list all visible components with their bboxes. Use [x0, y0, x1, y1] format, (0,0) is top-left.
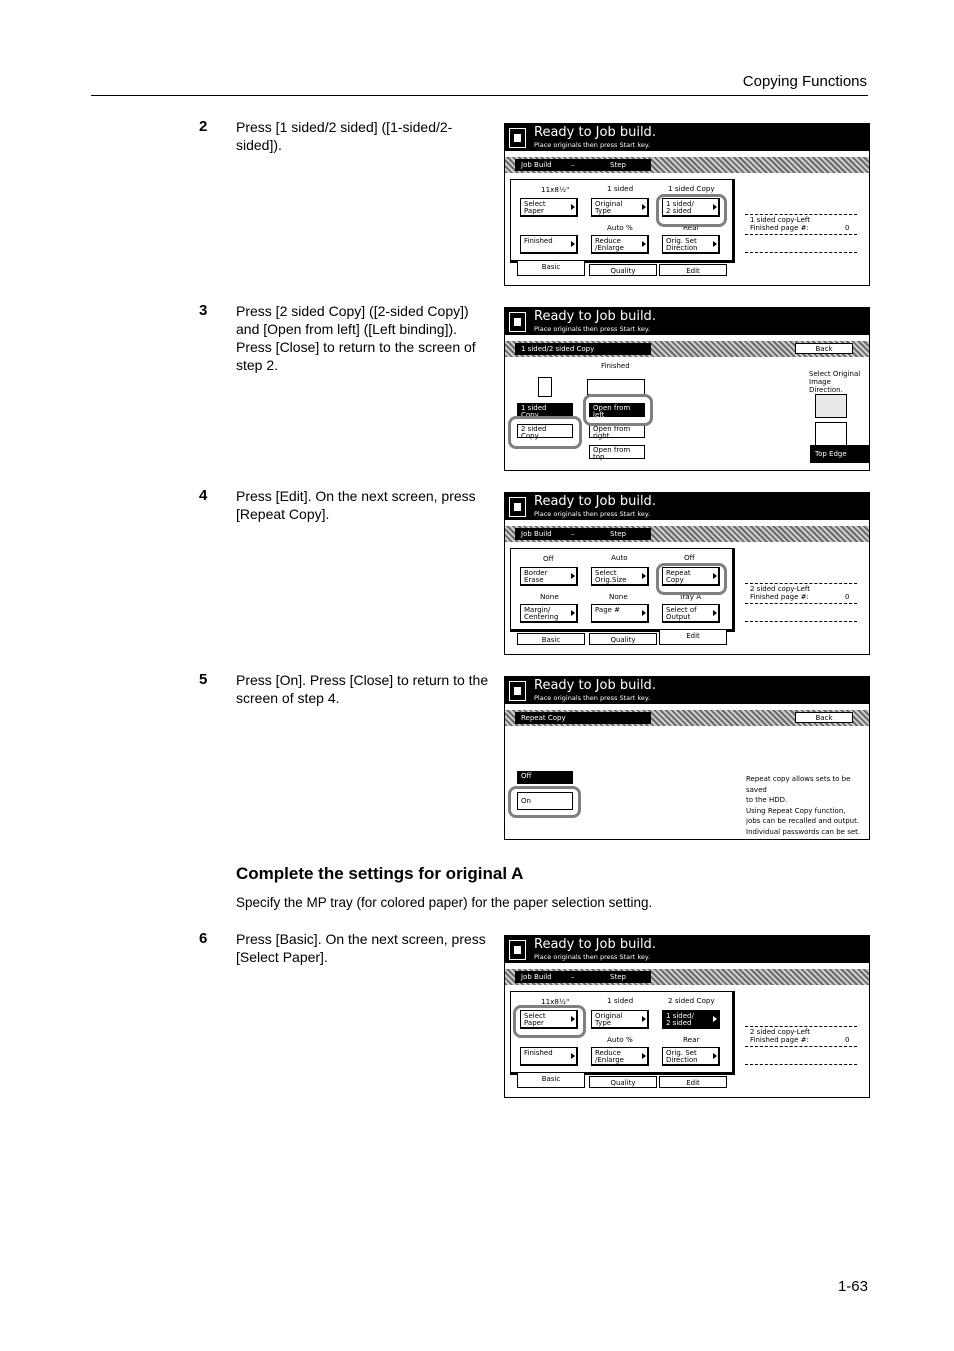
running-header: Copying Functions [742, 73, 867, 90]
original-type-button[interactable]: Original Type [591, 1010, 649, 1029]
direction-instruction: Select Original Image Direction. [809, 370, 861, 394]
divider [745, 1064, 857, 1065]
screen-subtitle: Place originals then press Start key. [534, 325, 650, 333]
tab-quality[interactable]: Quality [589, 1076, 657, 1088]
direction-value: Rear [683, 1035, 700, 1044]
page-count: 0 [845, 593, 850, 601]
original-value: 1 sided [607, 996, 634, 1005]
step-number: 6 [199, 930, 208, 947]
duplex-value: 1 sided Copy [668, 184, 715, 193]
job-icon [509, 940, 526, 960]
direction-value: Rear [683, 223, 700, 232]
divider [745, 252, 857, 253]
zoom-value: Auto % [607, 223, 633, 232]
image-direction-icon[interactable] [815, 394, 847, 418]
title-bar [505, 308, 869, 335]
reduce-enlarge-button[interactable]: Reduce /Enlarge [591, 235, 649, 254]
back-button[interactable]: Back [795, 712, 853, 723]
status-line: Finished page #: [750, 224, 809, 232]
finished-label: Finished [601, 362, 630, 370]
tab-quality[interactable]: Quality [589, 264, 657, 276]
orig-set-direction-button[interactable]: Orig. Set Direction [662, 1047, 720, 1066]
title-bar [505, 936, 869, 963]
highlight-ring [513, 1005, 586, 1038]
job-build-bar [515, 971, 651, 983]
job-build-dash: – [571, 530, 575, 538]
option-open-from-top[interactable]: Open from top [589, 445, 645, 459]
job-build-band [505, 526, 869, 542]
step-text: Press [Edit]. On the next screen, press [Repeat Copy]. [236, 488, 476, 522]
status-line: 2 sided copy-Left [750, 1028, 810, 1036]
highlight-ring [508, 416, 582, 449]
status-line: Finished page #: [750, 1036, 809, 1044]
select-paper-button[interactable]: Select Paper [520, 198, 578, 217]
tab-quality[interactable]: Quality [589, 633, 657, 645]
border-erase-value: Off [543, 554, 554, 563]
option-1-sided-copy[interactable]: 1 sided Copy [517, 403, 573, 417]
border-erase-button[interactable]: Border Erase [520, 567, 578, 586]
original-icon [538, 377, 552, 397]
highlight-ring [656, 194, 727, 227]
job-build-bar [515, 528, 651, 540]
job-build-dash: – [571, 973, 575, 981]
title-bar [505, 493, 869, 520]
screen-title: Ready to Job build. [534, 494, 656, 509]
divider [745, 214, 857, 215]
option-off[interactable]: Off [517, 771, 573, 784]
job-build-dash: – [571, 161, 575, 169]
original-value: 1 sided [607, 184, 634, 193]
repeat-copy-value: Off [684, 553, 695, 562]
section-title: Complete the settings for original A [236, 864, 524, 883]
job-build-label: Job Build [521, 973, 552, 981]
page-number-value: None [609, 592, 628, 601]
original-type-button[interactable]: Original Type [591, 198, 649, 217]
image-direction-icon[interactable] [815, 422, 847, 446]
screen-subtitle: Place originals then press Start key. [534, 953, 650, 961]
tab-basic[interactable]: Basic [517, 633, 585, 645]
finished-button[interactable]: Finished [520, 235, 578, 254]
status-line: 1 sided copy-Left [750, 216, 810, 224]
select-paper-button[interactable]: Select Paper [520, 1010, 578, 1029]
step-text: Press [Basic]. On the next screen, press [Select Paper]. [236, 931, 486, 965]
select-of-output-button[interactable]: Select of Output [662, 604, 720, 623]
job-icon [509, 497, 526, 517]
screen-subtitle: Place originals then press Start key. [534, 510, 650, 518]
option-2-sided-copy[interactable]: 2 sided Copy [517, 424, 573, 438]
paper-size-value: 11x8½" [541, 185, 570, 194]
job-icon [509, 128, 526, 148]
tab-basic[interactable]: Basic [517, 1073, 585, 1088]
divider [745, 1026, 857, 1027]
section-text: Specify the MP tray (for colored paper) for the paper selection setting. [236, 895, 653, 910]
zoom-value: Auto % [607, 1035, 633, 1044]
step-number: 4 [199, 487, 208, 504]
finished-icon [587, 379, 645, 395]
job-build-label: Job Build [521, 161, 552, 169]
option-open-from-right[interactable]: Open from right [589, 424, 645, 438]
finished-button[interactable]: Finished [520, 1047, 578, 1066]
duplex-value: 2 sided Copy [668, 996, 715, 1005]
job-icon [509, 681, 526, 701]
page-count: 0 [845, 224, 850, 232]
job-build-bar [515, 159, 651, 171]
job-build-step: Step [610, 161, 626, 169]
divider [745, 234, 857, 235]
status-line: 2 sided copy-Left [750, 585, 810, 593]
screen-title: Ready to Job build. [534, 309, 656, 324]
margin-value: None [540, 592, 559, 601]
back-button[interactable]: Back [795, 343, 853, 354]
function-band [505, 710, 869, 726]
select-orig-size-button[interactable]: Select Orig.Size [591, 567, 649, 586]
repeat-copy-description: Repeat copy allows sets to be saved to the HDD. Using Repeat Copy function, jobs can be recalled and output. Individual passwords can be set. [746, 775, 861, 836]
screen-title: Ready to Job build. [534, 125, 656, 140]
tab-basic[interactable]: Basic [517, 261, 585, 276]
step-number: 5 [199, 671, 208, 688]
highlight-ring [656, 563, 727, 595]
page-count: 0 [845, 1036, 850, 1044]
repeat-copy-button[interactable]: Repeat Copy [662, 567, 720, 586]
job-build-step: Step [610, 973, 626, 981]
title-bar [505, 124, 869, 151]
orig-set-direction-button[interactable]: Orig. Set Direction [662, 235, 720, 254]
highlight-ring [508, 786, 581, 818]
step-text: Press [2 sided Copy] ([2-sided Copy]) and [Open from left] ([Left binding]). Press [Close] to return to the screen of step 2. [236, 303, 476, 373]
step-number: 2 [199, 118, 208, 135]
function-title: 1 sided/2 sided Copy [515, 343, 651, 355]
job-build-band [505, 969, 869, 985]
job-build-step: Step [610, 530, 626, 538]
job-build-band [505, 157, 869, 173]
top-edge-button[interactable]: Top Edge [810, 445, 870, 463]
tab-edit[interactable]: Edit [659, 1076, 727, 1088]
page-number-button[interactable]: Page # [591, 604, 649, 623]
function-band [505, 341, 869, 357]
reduce-enlarge-button[interactable]: Reduce /Enlarge [591, 1047, 649, 1066]
tab-edit[interactable]: Edit [659, 630, 727, 645]
option-on[interactable]: On [517, 792, 573, 810]
paper-size-value: 11x8½" [541, 997, 570, 1006]
screen-subtitle: Place originals then press Start key. [534, 694, 650, 702]
step-text: Press [On]. Press [Close] to return to the screen of step 4. [236, 672, 489, 706]
divider [745, 1046, 857, 1047]
job-build-label: Job Build [521, 530, 552, 538]
screen-title: Ready to Job build. [534, 678, 656, 693]
divider [745, 583, 857, 584]
tab-edit[interactable]: Edit [659, 264, 727, 276]
divider [745, 621, 857, 622]
status-line: Finished page #: [750, 593, 809, 601]
function-title: Repeat Copy [515, 712, 651, 724]
output-value: Tray A [679, 592, 702, 601]
title-bar [505, 677, 869, 704]
job-icon [509, 312, 526, 332]
screen-subtitle: Place originals then press Start key. [534, 141, 650, 149]
duplex-button[interactable]: 1 sided/ 2 sided [662, 198, 720, 217]
orig-size-value: Auto [611, 553, 628, 562]
option-open-from-left[interactable]: Open from left [589, 403, 645, 417]
screen-title: Ready to Job build. [534, 937, 656, 952]
highlight-ring [583, 394, 653, 426]
step-text: Press [1 sided/2 sided] ([1-sided/2-sided]). [236, 119, 453, 153]
header-rule [91, 95, 868, 96]
step-number: 3 [199, 302, 208, 319]
page-number: 1-63 [837, 1278, 868, 1295]
margin-centering-button[interactable]: Margin/ Centering [520, 604, 578, 623]
duplex-button[interactable]: 1 sided/ 2 sided [662, 1010, 720, 1029]
divider [745, 603, 857, 604]
